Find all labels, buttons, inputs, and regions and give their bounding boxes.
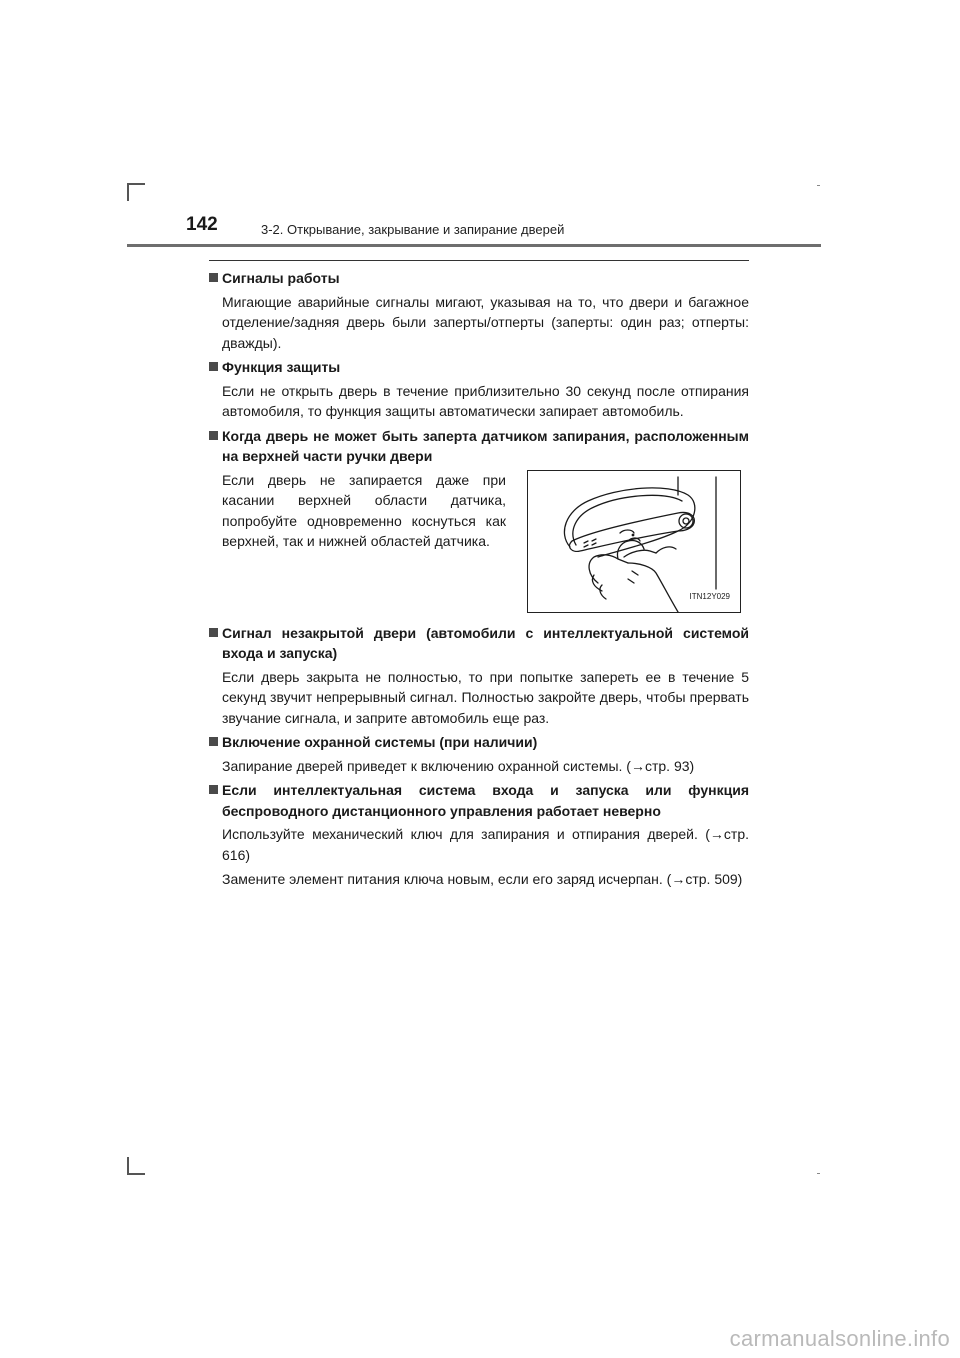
crop-mark-bottom-left-horizontal	[127, 1173, 145, 1175]
square-bullet-icon	[209, 431, 218, 440]
heading-lock-sensor: Когда дверь не может быть заперта датчиком запирания, расположенным на верхней части ручки двери	[209, 426, 749, 467]
paragraph: Если дверь не запирается даже при касании верхней области датчика, попробуйте одновременно коснуться как верхней, так и нижней областей датчика.	[222, 471, 506, 549]
door-handle-illustration	[527, 470, 741, 613]
paragraph: Запирание дверей приведет к включению охранной системы. (→стр. 93)	[222, 757, 695, 774]
paragraph: Мигающие аварийные сигналы мигают, указывая на то, что двери и багажное отделение/задняя дверь были заперты/отперты (заперты: один раз; отперты: дважды).	[222, 293, 749, 351]
content-rule	[209, 260, 749, 261]
crop-mark-bottom-right	[817, 1173, 820, 1174]
crop-mark-top-left-horizontal	[127, 183, 145, 185]
page-content	[209, 268, 749, 894]
figure-label: ITN12Y029	[689, 592, 730, 601]
page-number: 142	[186, 214, 218, 235]
heading-smart-entry-malfunction: Если интеллектуальная система входа и запуска или функция беспроводного дистанционного управления работает неверно	[209, 780, 749, 821]
heading-door-ajar-signal: Сигнал незакрытой двери (автомобили с интеллектуальной системой входа и запуска)	[209, 623, 749, 664]
figure-row	[209, 470, 749, 617]
square-bullet-icon	[209, 628, 218, 637]
heading-protection-function: Функция защиты	[209, 357, 749, 378]
paragraph: Замените элемент питания ключа новым, если его заряд исчерпан. (→стр. 509)	[222, 871, 743, 887]
heading-alarm-activation: Включение охранной системы (при наличии)	[209, 732, 749, 753]
square-bullet-icon	[209, 362, 218, 371]
square-bullet-icon	[209, 273, 218, 282]
heading-operation-signals: Сигналы работы	[209, 268, 749, 289]
paragraph: Используйте механический ключ для запирания и отпирания дверей. (→стр. 616)	[222, 826, 749, 863]
section-title: 3-2. Открывание, закрывание и запирание дверей	[261, 222, 565, 237]
square-bullet-icon	[209, 785, 218, 794]
square-bullet-icon	[209, 737, 218, 746]
paragraph: Если дверь закрыта не полностью, то при попытке запереть ее в течение 5 секунд звучит непрерывный сигнал. Полностью закройте дверь, чтобы прервать звучание сигнала, и заприте автомобиль еще раз.	[222, 668, 749, 726]
crop-mark-top-left-vertical	[127, 183, 129, 201]
crop-mark-top-right	[817, 185, 820, 186]
watermark: carmanualsonline.info	[729, 1326, 950, 1351]
paragraph: Если не открыть дверь в течение приблизительно 30 секунд после отпирания автомобиля, то функция защиты автоматически запирает автомобиль.	[222, 382, 749, 419]
header-rule	[127, 244, 821, 247]
